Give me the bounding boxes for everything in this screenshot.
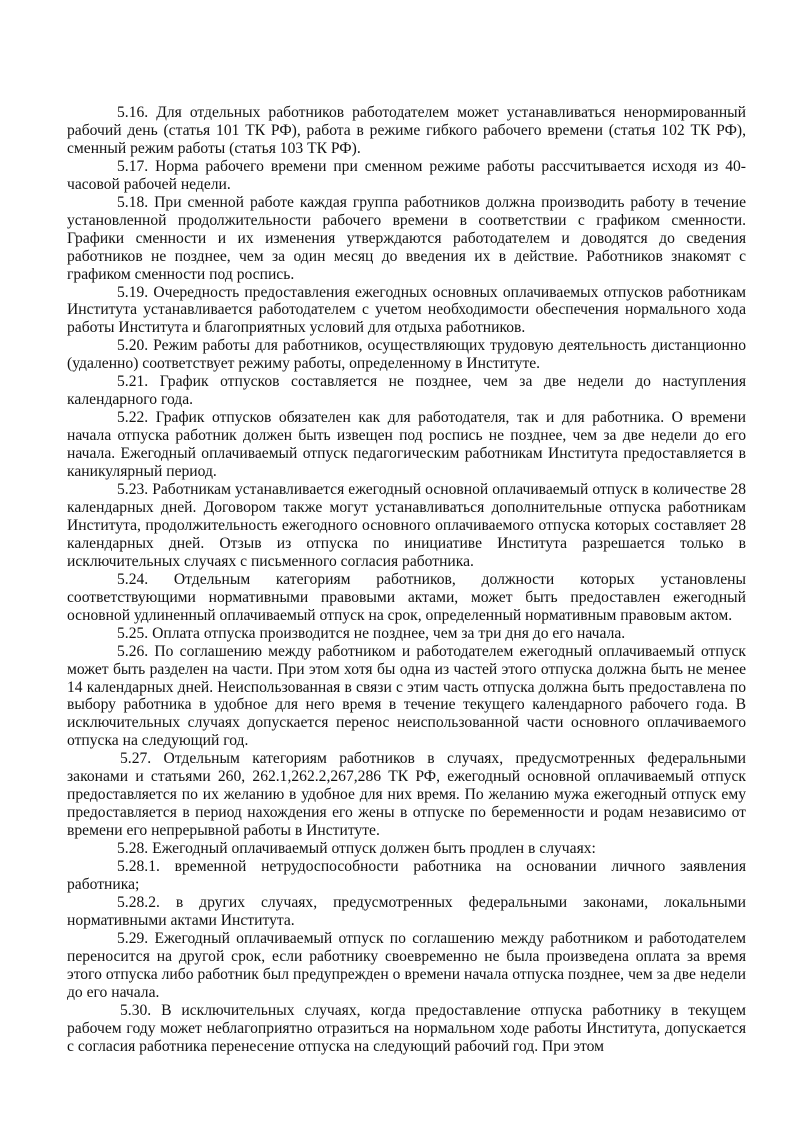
paragraph-5-23: 5.23. Работникам устанавливается ежегодный основной оплачиваемый отпуск в количестве 28 календарных дней. Договором также могут устанавливаться дополнительные отпуска работникам Института, продолжительность ежегодного основного оплачиваемого отпуска которых составляет 28 календарных дней. Отзыв из отпуска по инициативе Института разрешается только в исключительных случаях с письменного согласия работника. (67, 481, 746, 570)
paragraph-5-28-1: 5.28.1. временной нетрудоспособности работника на основании личного заявления работника; (67, 858, 746, 893)
paragraph-5-28: 5.28. Ежегодный оплачиваемый отпуск должен быть продлен в случаях: (117, 840, 596, 858)
document-page (67, 104, 746, 1056)
paragraph-5-22: 5.22. График отпусков обязателен как для работодателя, так и для работника. О времени начала отпуска работник должен быть извещен под роспись не позднее, чем за две недели до его начала. Ежегодный оплачиваемый отпуск педагогическим работникам Института предоставляется в каникулярный период. (67, 409, 746, 481)
paragraph-5-29: 5.29. Ежегодный оплачиваемый отпуск по соглашению между работником и работодателем переносится на другой срок, если работнику своевременно не была произведена оплата за время этого отпуска либо работник был предупрежден о времени начала отпуска позднее, чем за две недели до его начала. (67, 929, 746, 1001)
paragraph-5-26: 5.26. По соглашению между работником и работодателем ежегодный оплачиваемый отпуск может быть разделен на части. При этом хотя бы одна из частей этого отпуска должна быть не менее 14 календарных дней. Неиспользованная в связи с этим часть отпуска должна быть предоставлена по выбору работника в удобное для него время в течение текущего календарного рабочего года. В исключительных случаях допускается перенос неиспользованной части основного оплачиваемого отпуска на следующий год. (67, 642, 746, 750)
paragraph-5-27: 5.27. Отдельным категориям работников в случаях, предусмотренных федеральными законами и статьями 260, 262.1,262.2,267,286 ТК РФ, ежегодный основной оплачиваемый отпуск предоставляется по их желанию в удобное для них время. По желанию мужа ежегодный отпуск ему предоставляется в период нахождения его жены в отпуске по беременности и родам независимо от времени его непрерывной работы в Институте. (67, 750, 746, 840)
paragraph-5-24: 5.24. Отдельным категориям работников, должности которых установлены соответствующими нормативными правовыми актами, может быть предоставлен ежегодный основной удлиненный оплачиваемый отпуск на срок, определенный нормативным правовым актом. (67, 570, 746, 624)
paragraph-5-20: 5.20. Режим работы для работников, осуществляющих трудовую деятельность дистанционно (удаленно) соответствует режиму работы, определенному в Институте. (67, 337, 746, 373)
paragraph-5-18: 5.18. При сменной работе каждая группа работников должна производить работу в течение установленной продолжительности рабочего времени в соответствии с графиком сменности. Графики сменности и их изменения утверждаются работодателем и доводятся до сведения работников не позднее, чем за один месяц до введения их в действие. Работников знакомят с графиком сменности под роспись. (67, 193, 746, 283)
paragraph-5-28-2: 5.28.2. в других случаях, предусмотренных федеральными законами, локальными нормативными актами Института. (67, 893, 746, 929)
paragraph-5-30: 5.30. В исключительных случаях, когда предоставление отпуска работнику в текущем рабочем году может неблагоприятно отразиться на нормальном ходе работы Института, допускается с согласия работника перенесение отпуска на следующий рабочий год. При этом (67, 1001, 746, 1055)
paragraph-5-16: 5.16. Для отдельных работников работодателем может устанавливаться ненормированный рабочий день (статья 101 ТК РФ), работа в режиме гибкого рабочего времени (статья 102 ТК РФ), сменный режим работы (статья 103 ТК РФ). (67, 104, 746, 157)
paragraph-5-25: 5.25. Оплата отпуска производится не позднее, чем за три дня до его начала. (117, 624, 626, 642)
paragraph-5-21: 5.21. График отпусков составляется не позднее, чем за две недели до наступления календарного года. (67, 373, 746, 409)
paragraph-5-19: 5.19. Очередность предоставления ежегодных основных оплачиваемых отпусков работникам Института устанавливается работодателем с учетом необходимости обеспечения нормального хода работы Института и благоприятных условий для отдыха работников. (67, 283, 746, 337)
paragraph-5-17: 5.17. Норма рабочего времени при сменном режиме работы рассчитывается исходя из 40-часовой рабочей недели. (67, 157, 746, 193)
